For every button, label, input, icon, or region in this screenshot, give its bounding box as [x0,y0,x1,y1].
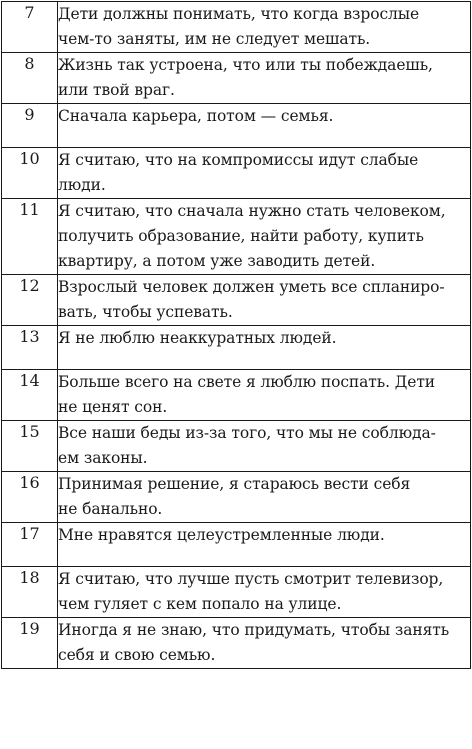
statement-number: 8 [2,53,58,104]
statement-line: вать, чтобы успевать. [58,303,233,321]
statement-text [58,148,471,199]
statement-number: 12 [2,275,58,326]
table-row [2,421,471,472]
statement-text [58,326,471,370]
statement-number: 19 [2,618,58,669]
statement-number: 7 [2,2,58,53]
statement-number: 16 [2,472,58,523]
statement-line: люди. [58,176,106,194]
statements-table [1,1,471,669]
statement-number: 18 [2,567,58,618]
statement-line: Мне нравятся целеустремленные люди. [58,526,385,544]
table-row [2,275,471,326]
statement-line: Жизнь так устроена, что или ты побеждаешь, [58,56,433,74]
statement-text [58,567,471,618]
table-row [2,2,471,53]
statement-line: не банально. [58,500,163,518]
statement-number: 13 [2,326,58,370]
statement-number: 14 [2,370,58,421]
statement-line: Дети должны понимать, что когда взрослые [58,5,420,23]
statement-text [58,370,471,421]
statement-line: Я не люблю неаккуратных людей. [58,329,337,347]
table-row [2,523,471,567]
statement-number: 10 [2,148,58,199]
statement-number: 9 [2,104,58,148]
statement-line: Все наши беды из-за того, что мы не соблюда- [58,424,436,442]
table-row [2,199,471,275]
statement-number: 11 [2,199,58,275]
statement-line: или твой враг. [58,81,175,99]
table-row [2,618,471,669]
table-row [2,326,471,370]
statement-line: Иногда я не знаю, что придумать, чтобы занять [58,621,450,639]
table-row [2,472,471,523]
statement-text [58,421,471,472]
statement-line: Больше всего на свете я люблю поспать. Дети [58,373,436,391]
statement-line: чем-то заняты, им не следует мешать. [58,30,371,48]
statement-text [58,199,471,275]
statement-text [58,53,471,104]
table-row [2,370,471,421]
statement-line: ем законы. [58,449,148,467]
statement-text [58,2,471,53]
statement-number: 15 [2,421,58,472]
statement-text [58,275,471,326]
statement-line: чем гуляет с кем попало на улице. [58,595,342,613]
statement-line: Я считаю, что на компромиссы идут слабые [58,151,419,169]
statement-text [58,618,471,669]
statement-line: себя и свою семью. [58,646,216,664]
statement-text [58,104,471,148]
statement-line: Я считаю, что сначала нужно стать человеком, [58,202,446,220]
statement-line: Сначала карьера, потом — семья. [58,107,334,125]
table-row [2,567,471,618]
statement-line: получить образование, найти работу, купить [58,227,424,245]
table-row [2,104,471,148]
statement-line: Принимая решение, я стараюсь вести себя [58,475,411,493]
statement-number: 17 [2,523,58,567]
statement-line: квартиру, а потом уже заводить детей. [58,252,376,270]
statement-text [58,472,471,523]
statement-line: Я считаю, что лучше пусть смотрит телевизор, [58,570,444,588]
statement-line: Взрослый человек должен уметь все спланиро- [58,278,445,296]
statement-line: не ценят сон. [58,398,168,416]
table-row [2,53,471,104]
table-row [2,148,471,199]
statement-text [58,523,471,567]
